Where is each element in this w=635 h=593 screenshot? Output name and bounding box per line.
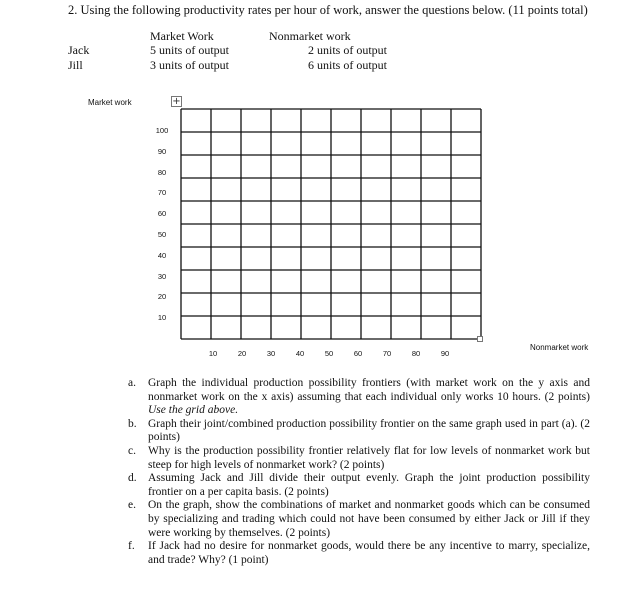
y-tick-label: 50 [157,230,167,239]
subquestion-d [128,472,590,499]
x-tick-label: 40 [295,349,305,358]
subquestion-text: If Jack had no desire for nonmarket goods, would there be any incentive to marry, specialize, and trade? Why? (1 point) [148,540,590,566]
y-tick-label: 20 [157,292,167,302]
y-tick-label: 70 [157,188,167,198]
x-tick-label: 10 [208,349,218,358]
y-tick-label: 40 [157,250,167,260]
jill-market-value: 3 units of output [150,58,230,72]
question-title: 2. Using the following productivity rates per hour of work, answer the questions below. (11 points total) [68,3,588,17]
resize-handle-icon[interactable] [477,336,483,342]
subquestion-letter: e. [128,499,136,512]
x-tick-label: 70 [382,349,392,358]
row-name-jill: Jill [68,58,83,72]
subquestion-letter: f. [128,540,135,553]
x-axis-label: Nonmarket work [530,343,589,352]
subquestion-f [128,540,590,567]
subquestion-text: On the graph, show the combinations of market and nonmarket goods which can be consumed by specializing and trading which could not have been consumed by either Jack or Jill if they were working by themselves. (2 points) [148,499,590,539]
subquestion-letter: a. [128,377,136,389]
subquestion-text: Graph their joint/combined production possibility frontier on the same graph used in part (a). (2 points) [148,417,590,444]
subquestion-e [128,499,590,540]
row-name-jack: Jack [68,43,90,57]
subquestion-letter: c. [128,444,136,457]
x-tick-label: 20 [237,349,247,358]
x-tick-label: 30 [266,349,276,358]
subquestion-b [128,418,590,445]
subquestion-text: Graph the individual production possibility frontiers (with market work on the y axis and nonmarket work on the x axis) assuming that each individual only works 10 hours. (2 points) [148,377,590,403]
subquestion-note: Use the grid above. [148,404,239,417]
y-tick-label: 60 [157,209,167,219]
jack-nonmarket-value: 2 units of output [308,43,388,57]
y-tick-label: 90 [157,146,167,156]
header-market-work: Market Work [150,29,214,43]
grid-svg [180,108,482,340]
subquestion-a [128,377,590,418]
subquestion-c [128,445,590,472]
y-tick-label: 80 [157,167,167,177]
y-tick-label: 10 [157,313,167,323]
subquestion-text: Assuming Jack and Jill divide their output evenly. Graph the joint production possibility frontier on a per capita basis. (2 points) [148,472,590,498]
header-nonmarket-work: Nonmarket work [269,29,351,43]
subquestion-letter: d. [128,472,137,485]
move-handle-icon[interactable]: + [172,96,181,107]
x-tick-label: 50 [324,349,334,358]
x-tick-label: 60 [353,349,363,358]
y-tick-label: 30 [157,271,167,281]
subquestion-list [128,377,590,567]
jack-market-value: 5 units of output [150,43,230,57]
x-tick-label: 80 [411,349,421,358]
y-tick-label: 100 [155,126,169,135]
y-axis-label: Market work [88,98,132,107]
jill-nonmarket-value: 6 units of output [308,58,388,72]
subquestion-text: Why is the production possibility frontier relatively flat for low levels of nonmarket work but steep for high levels of nonmarket work? (2 points) [148,444,590,471]
subquestion-letter: b. [128,417,137,430]
x-tick-label: 90 [440,349,450,358]
production-grid[interactable] [180,108,482,340]
